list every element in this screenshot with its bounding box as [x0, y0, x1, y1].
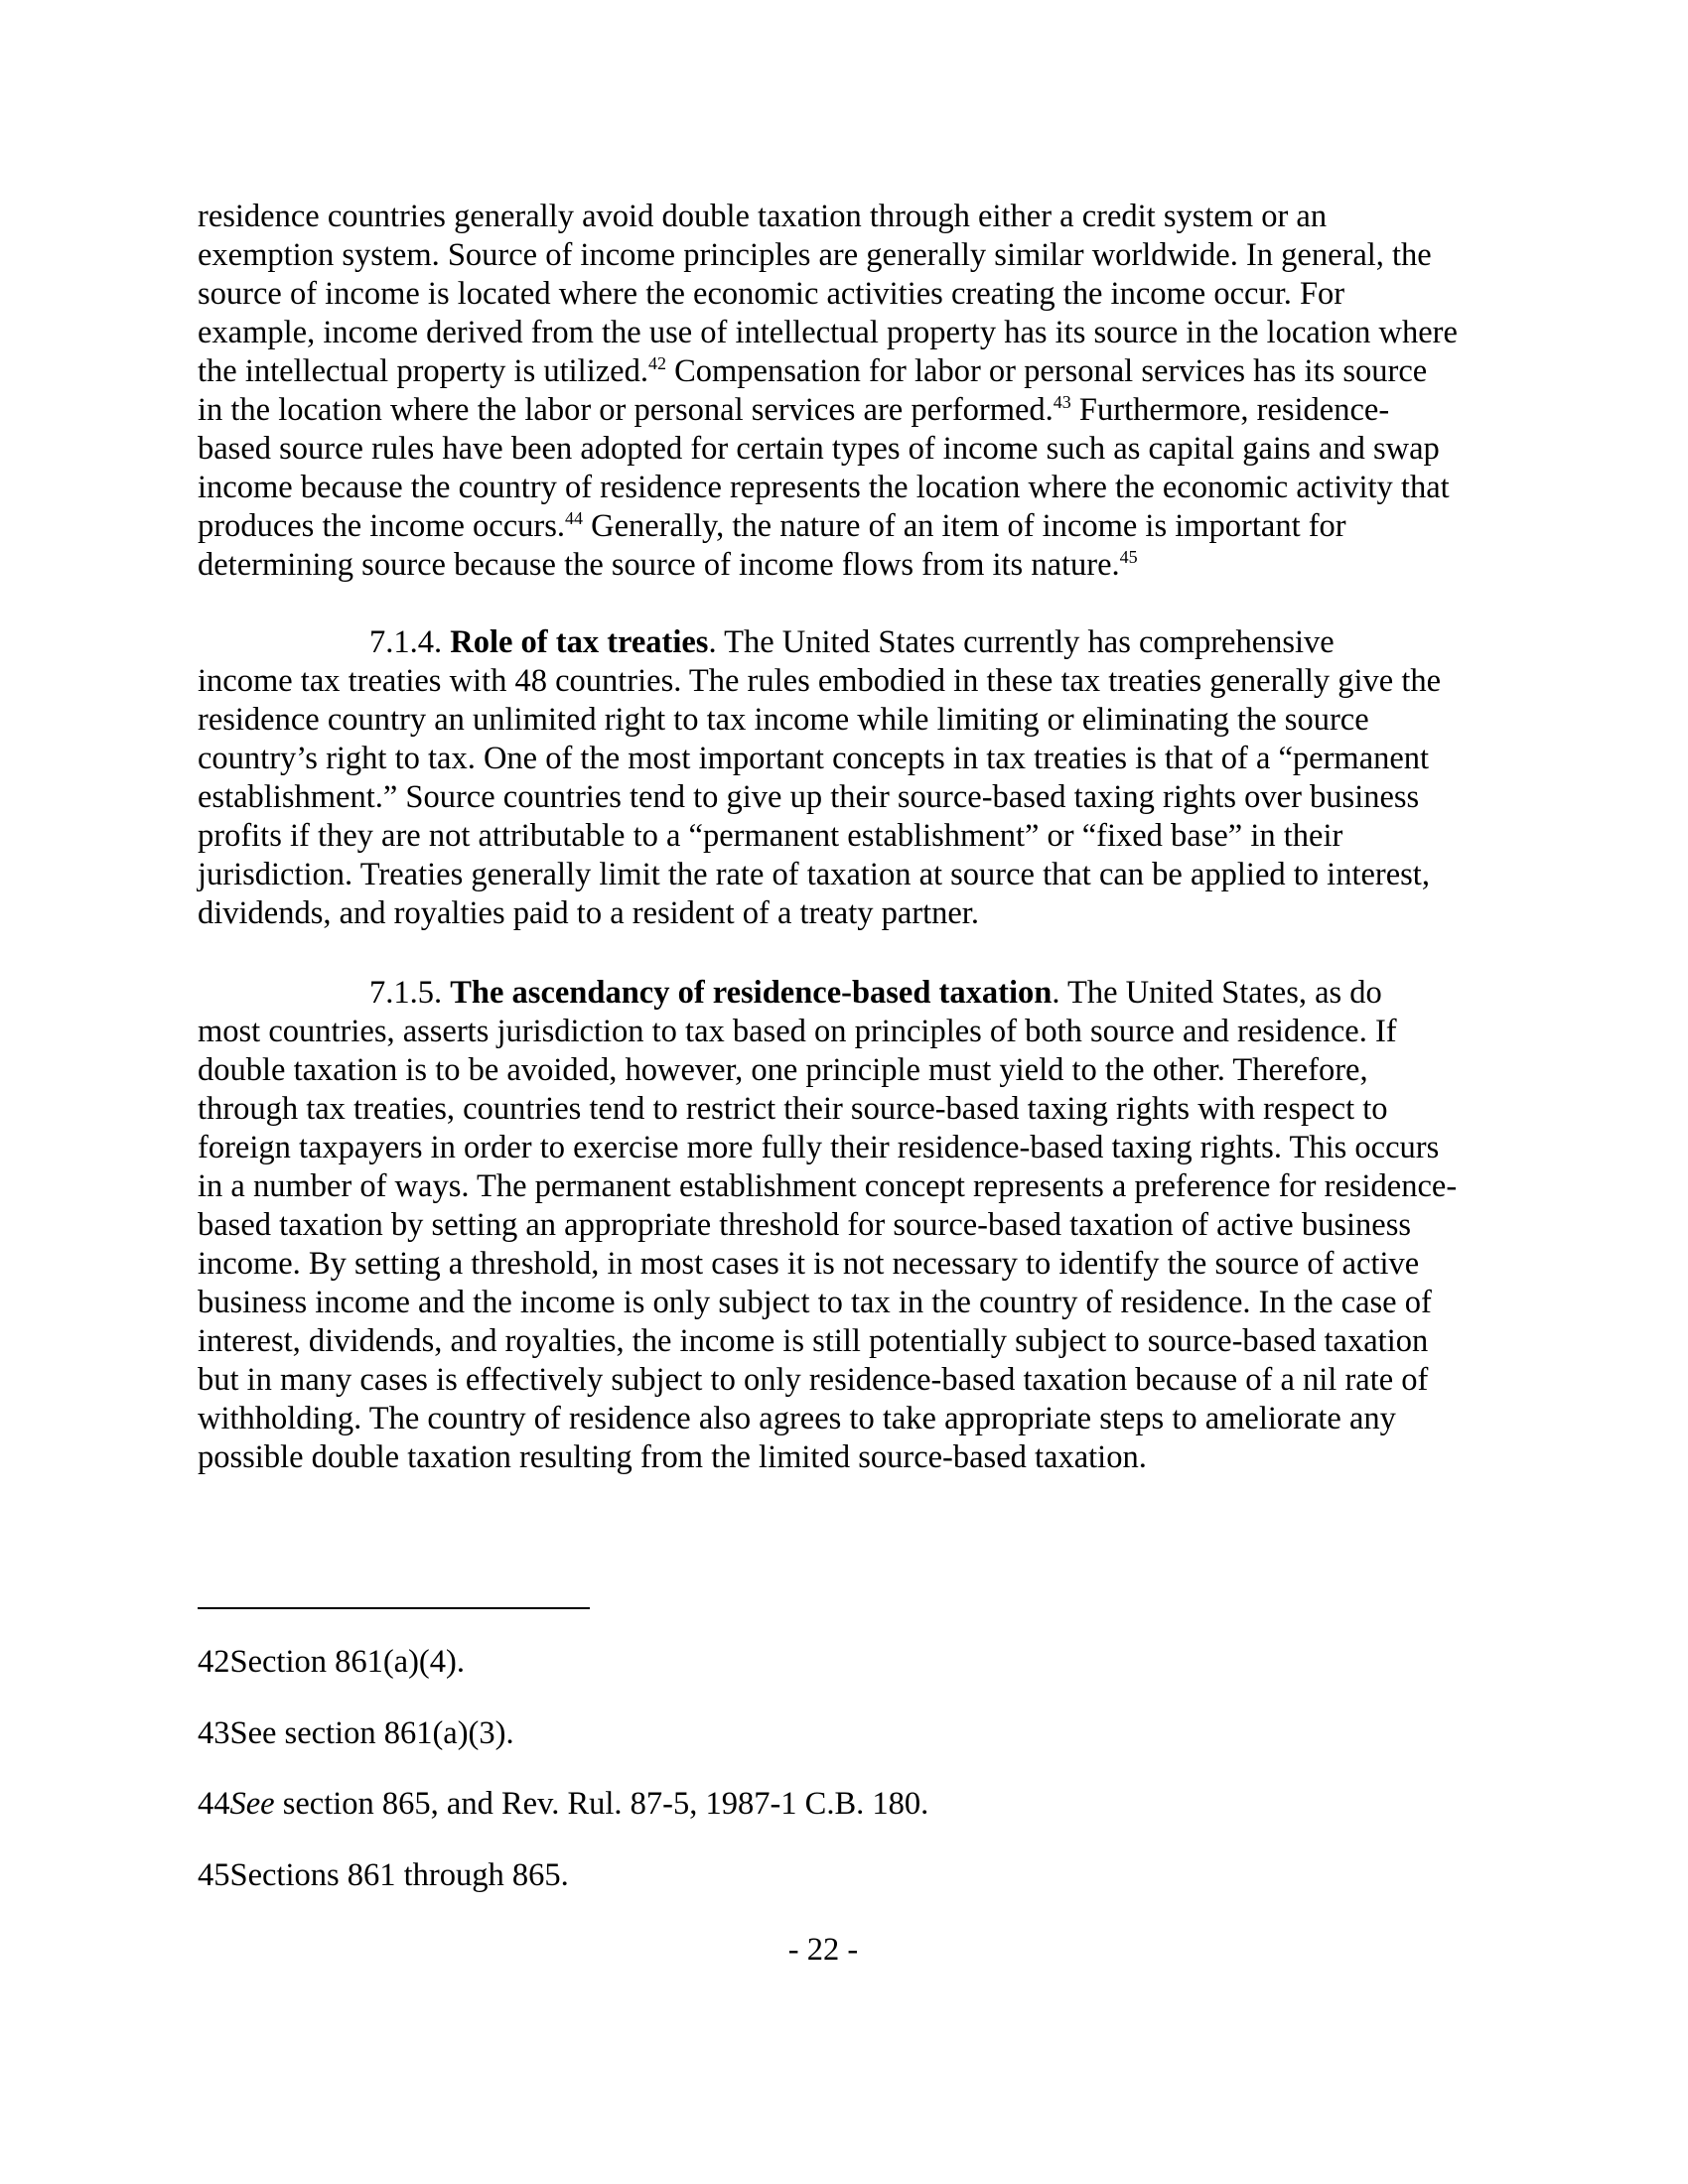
text-line [198, 778, 1441, 817]
text-run: 7.1.4. [369, 624, 451, 660]
text-run: produces the income occurs. [198, 508, 566, 544]
text-line [198, 856, 1441, 894]
footnote-number: 42 [198, 1644, 230, 1680]
text-line [198, 391, 1458, 430]
text-line [198, 701, 1441, 740]
text-run: Generally, the nature of an item of income is important for [583, 508, 1346, 544]
text-line [198, 352, 1458, 391]
text-run: Compensation for labor or personal services has its source [665, 353, 1428, 389]
text-line [198, 1051, 1457, 1090]
footnote-44 [198, 1785, 928, 1824]
footnote-text: See section 861(a)(3). [229, 1715, 514, 1751]
footnote-signal: See [229, 1786, 275, 1822]
text-run: double taxation is to be avoided, however, one principle must yield to the other. Therefore, [198, 1052, 1368, 1088]
text-line [198, 275, 1458, 314]
text-run: jurisdiction. Treaties generally limit the rate of taxation at source that can be applied to interest, [198, 857, 1430, 892]
text-run: 7.1.5. [369, 975, 451, 1011]
text-run: in the location where the labor or personal services are performed. [198, 392, 1054, 428]
paragraph-source-rules [198, 198, 1458, 585]
text-run: source of income is located where the economic activities creating the income occur. For [198, 276, 1345, 312]
text-run: residence countries generally avoid double taxation through either a credit system or an [198, 199, 1328, 234]
footnote-43 [198, 1714, 514, 1753]
text-line [198, 1167, 1457, 1206]
text-run: Furthermore, residence- [1070, 392, 1390, 428]
paragraph-ascendancy-residence-taxation [198, 974, 1457, 1477]
text-run: interest, dividends, and royalties, the income is still potentially subject to source-based taxation [198, 1323, 1429, 1359]
text-run: country’s right to tax. One of the most important concepts in tax treaties is that of a “permanent [198, 741, 1430, 776]
text-run: withholding. The country of residence also agrees to take appropriate steps to ameliorate any [198, 1401, 1396, 1436]
text-run: profits if they are not attributable to a “permanent establishment” or “fixed base” in their [198, 818, 1343, 854]
footnote-number: 43 [198, 1715, 230, 1751]
text-line [198, 1438, 1457, 1477]
text-line [198, 469, 1458, 507]
footnote-text: section 865, and Rev. Rul. 87-5, 1987-1 C.B. 180. [274, 1786, 929, 1822]
text-run: income because the country of residence represents the location where the economic activity that [198, 470, 1450, 505]
footnote-reference: 43 [1053, 392, 1071, 412]
footnote-number: 45 [198, 1857, 230, 1893]
text-line [198, 1245, 1457, 1284]
footnote-reference: 45 [1119, 547, 1138, 567]
text-line [198, 1361, 1457, 1400]
text-run: possible double taxation resulting from the limited source-based taxation. [198, 1439, 1147, 1475]
paragraph-role-of-tax-treaties [198, 623, 1441, 933]
text-run: most countries, asserts jurisdiction to tax based on principles of both source and residence. If [198, 1014, 1397, 1049]
text-line [198, 1013, 1457, 1051]
text-run: the intellectual property is utilized. [198, 353, 648, 389]
text-run: based taxation by setting an appropriate threshold for source-based taxation of active business [198, 1207, 1411, 1243]
text-run: establishment.” Source countries tend to give up their source-based taxing rights over business [198, 779, 1420, 815]
text-line [198, 1206, 1457, 1245]
text-line [198, 740, 1441, 778]
text-line [198, 430, 1458, 469]
footnote-separator [198, 1607, 590, 1609]
text-line [198, 817, 1441, 856]
text-line [198, 1090, 1457, 1129]
text-line [198, 507, 1458, 546]
text-run: business income and the income is only subject to tax in the country of residence. In the case of [198, 1285, 1432, 1320]
footnote-text: Section 861(a)(4). [229, 1644, 465, 1680]
footnote-42 [198, 1643, 465, 1682]
text-run: . The United States, as do [1052, 975, 1382, 1011]
text-run: foreign taxpayers in order to exercise more fully their residence-based taxing rights. This occurs [198, 1130, 1440, 1165]
text-line [198, 1322, 1457, 1361]
text-run: income. By setting a threshold, in most cases it is not necessary to identify the source of active [198, 1246, 1420, 1282]
text-line [198, 198, 1458, 236]
footnote-number: 44 [198, 1786, 230, 1822]
text-line [198, 546, 1458, 585]
text-line [198, 623, 1441, 662]
text-line [198, 974, 1457, 1013]
text-line [198, 1400, 1457, 1438]
text-run: in a number of ways. The permanent establishment concept represents a preference for residence- [198, 1168, 1458, 1204]
text-run: example, income derived from the use of intellectual property has its source in the location where [198, 315, 1458, 350]
footnote-reference: 42 [647, 353, 666, 373]
text-run: determining source because the source of income flows from its nature. [198, 547, 1120, 583]
text-run: income tax treaties with 48 countries. The rules embodied in these tax treaties generally give the [198, 663, 1442, 699]
text-line [198, 894, 1441, 933]
text-run: exemption system. Source of income principles are generally similar worldwide. In general, the [198, 237, 1432, 273]
text-line [198, 662, 1441, 701]
page-number: - 22 - [787, 1932, 859, 1968]
text-run: but in many cases is effectively subject to only residence-based taxation because of a nil rate of [198, 1362, 1429, 1398]
text-run: dividends, and royalties paid to a resident of a treaty partner. [198, 895, 979, 931]
text-line [198, 1284, 1457, 1322]
text-run: through tax treaties, countries tend to restrict their source-based taxing rights with respect to [198, 1091, 1388, 1127]
text-run: residence country an unlimited right to tax income while limiting or eliminating the source [198, 702, 1369, 738]
section-heading: The ascendancy of residence-based taxation [450, 975, 1053, 1011]
section-heading: Role of tax treaties [450, 624, 709, 660]
text-line [198, 236, 1458, 275]
text-line [198, 314, 1458, 352]
text-run: . The United States currently has comprehensive [708, 624, 1335, 660]
text-line [198, 1129, 1457, 1167]
footnote-45 [198, 1856, 569, 1895]
text-run: based source rules have been adopted for certain types of income such as capital gains and swap [198, 431, 1440, 467]
footnote-reference: 44 [565, 508, 584, 528]
footnote-text: Sections 861 through 865. [229, 1857, 569, 1893]
